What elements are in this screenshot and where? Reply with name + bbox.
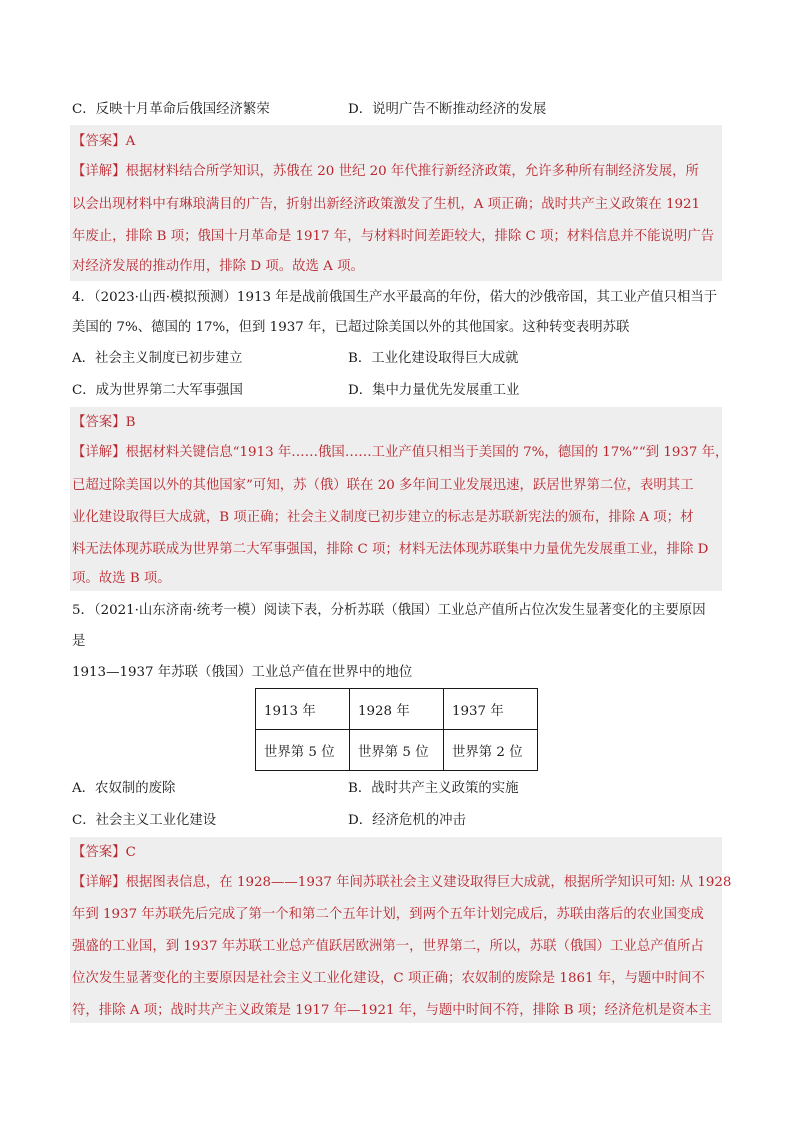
q3-detail-line-3: 年废止，排除 B 项；俄国十月革命是 1917 年，与材料时间差距较大，排除 C 项；材料信息并不能说明广告 — [72, 229, 715, 244]
table-cell: 1937 年 — [444, 689, 538, 730]
table-cell: 世界第 2 位 — [444, 730, 538, 771]
answer-tag: 【答案】 — [72, 415, 126, 430]
q5-detail-line-3: 强盛的工业国，到 1937 年苏联工业总产值跃居欧洲第一，世界第二，所以，苏联（俄国）工业总产值所占 — [72, 939, 704, 954]
q4-option-d: D．集中力量优先发展重工业 — [348, 383, 520, 398]
q3-option-c: C．反映十月革命后俄国经济繁荣 — [72, 102, 270, 117]
q5-option-c: C．社会主义工业化建设 — [72, 813, 217, 828]
q4-detail-line-3: 业化建设取得巨大成就，B 项正确；社会主义制度已初步建立的标志是苏联新宪法的颁布，排除 A 项；材 — [72, 510, 694, 525]
q5-detail-line-1: 【详解】根据图表信息，在 1928——1937 年间苏联社会主义建设取得巨大成就，根据所学知识可知: 从 1928 — [72, 875, 732, 890]
table-cell: 1913 年 — [256, 689, 350, 730]
q5-stem-line-1: 5．（2021·山东济南·统考一模）阅读下表，分析苏联（俄国）工业总产值所占位次发生显著变化的主要原因 — [72, 603, 706, 618]
detail-tag: 【详解】 — [72, 875, 126, 890]
answer-value: A — [125, 134, 136, 149]
table-row — [256, 730, 538, 771]
q3-detail-line-2: 以会出现材料中有琳琅满目的广告，折射出新经济政策激发了生机，A 项正确；战时共产主义政策在 1921 — [72, 197, 701, 212]
q5-answer — [72, 844, 136, 862]
table-cell: 世界第 5 位 — [256, 730, 350, 771]
q5-detail-line-5: 符，排除 A 项；战时共产主义政策是 1917 年—1921 年，与题中时间不符，排除 B 项；经济危机是资本主 — [72, 1003, 712, 1018]
q4-answer-panel — [70, 407, 722, 591]
q5-option-d: D．经济危机的冲击 — [348, 813, 466, 828]
q3-option-d: D．说明广告不断推动经济的发展 — [348, 102, 547, 117]
q4-stem-line-1: 4．（2023·山西·模拟预测）1913 年是战前俄国生产水平最高的年份，偌大的沙俄帝国，其工业产值只相当于 — [72, 290, 718, 305]
q4-option-b: B．工业化建设取得巨大成就 — [348, 351, 519, 366]
table-cell: 世界第 5 位 — [350, 730, 444, 771]
q5-rank-table — [255, 688, 538, 771]
q4-detail-line-5: 项。故选 B 项。 — [72, 571, 171, 586]
q4-answer — [72, 414, 135, 432]
q4-option-a: A．社会主义制度已初步建立 — [72, 351, 243, 366]
q5-table-caption: 1913—1937 年苏联（俄国）工业总产值在世界中的地位 — [72, 665, 413, 680]
q4-detail-line-2: 已超过除美国以外的其他国家”可知，苏（俄）联在 20 多年间工业发展迅速，跃居世界第二位，表明其工 — [72, 478, 694, 493]
detail-tag: 【详解】 — [72, 164, 126, 179]
q5-detail-line-2: 年到 1937 年苏联先后完成了第一个和第二个五年计划，到两个五年计划完成后，苏联由落后的农业国变成 — [72, 907, 704, 922]
answer-tag: 【答案】 — [72, 845, 126, 860]
q5-answer-panel — [70, 837, 722, 1023]
q5-option-b: B．战时共产主义政策的实施 — [348, 781, 519, 796]
q5-detail-line-4: 位次发生显著变化的主要原因是社会主义工业化建设，C 项正确；农奴制的废除是 1861 年，与题中时间不 — [72, 971, 705, 986]
q3-answer — [72, 133, 135, 151]
table-cell: 1928 年 — [350, 689, 444, 730]
q3-detail-line-1: 【详解】根据材料结合所学知识，苏俄在 20 世纪 20 年代推行新经济政策，允许多种所有制经济发展，所 — [72, 164, 699, 179]
q4-stem-line-2: 美国的 7%、德国的 17%，但到 1937 年，已超过除美国以外的其他国家。这种转变表明苏联 — [72, 320, 630, 335]
answer-value: C — [125, 845, 136, 860]
q5-option-a: A．农奴制的废除 — [72, 781, 176, 796]
q4-detail-line-1: 【详解】根据材料关键信息“1913 年……俄国……工业产值只相当于美国的 7%，德国的 17%”“到 1937 年， — [72, 445, 729, 460]
table-row — [256, 689, 538, 730]
detail-tag: 【详解】 — [72, 445, 126, 460]
q5-stem-line-2: 是 — [72, 634, 86, 649]
q4-option-c: C．成为世界第二大军事强国 — [72, 383, 243, 398]
q3-detail-line-4: 对经济发展的推动作用，排除 D 项。故选 A 项。 — [72, 259, 364, 274]
q4-detail-line-4: 料无法体现苏联成为世界第二大军事强国，排除 C 项；材料无法体现苏联集中力量优先发展重工业，排除 D — [72, 542, 709, 557]
answer-tag: 【答案】 — [72, 134, 126, 149]
answer-value: B — [125, 415, 136, 430]
